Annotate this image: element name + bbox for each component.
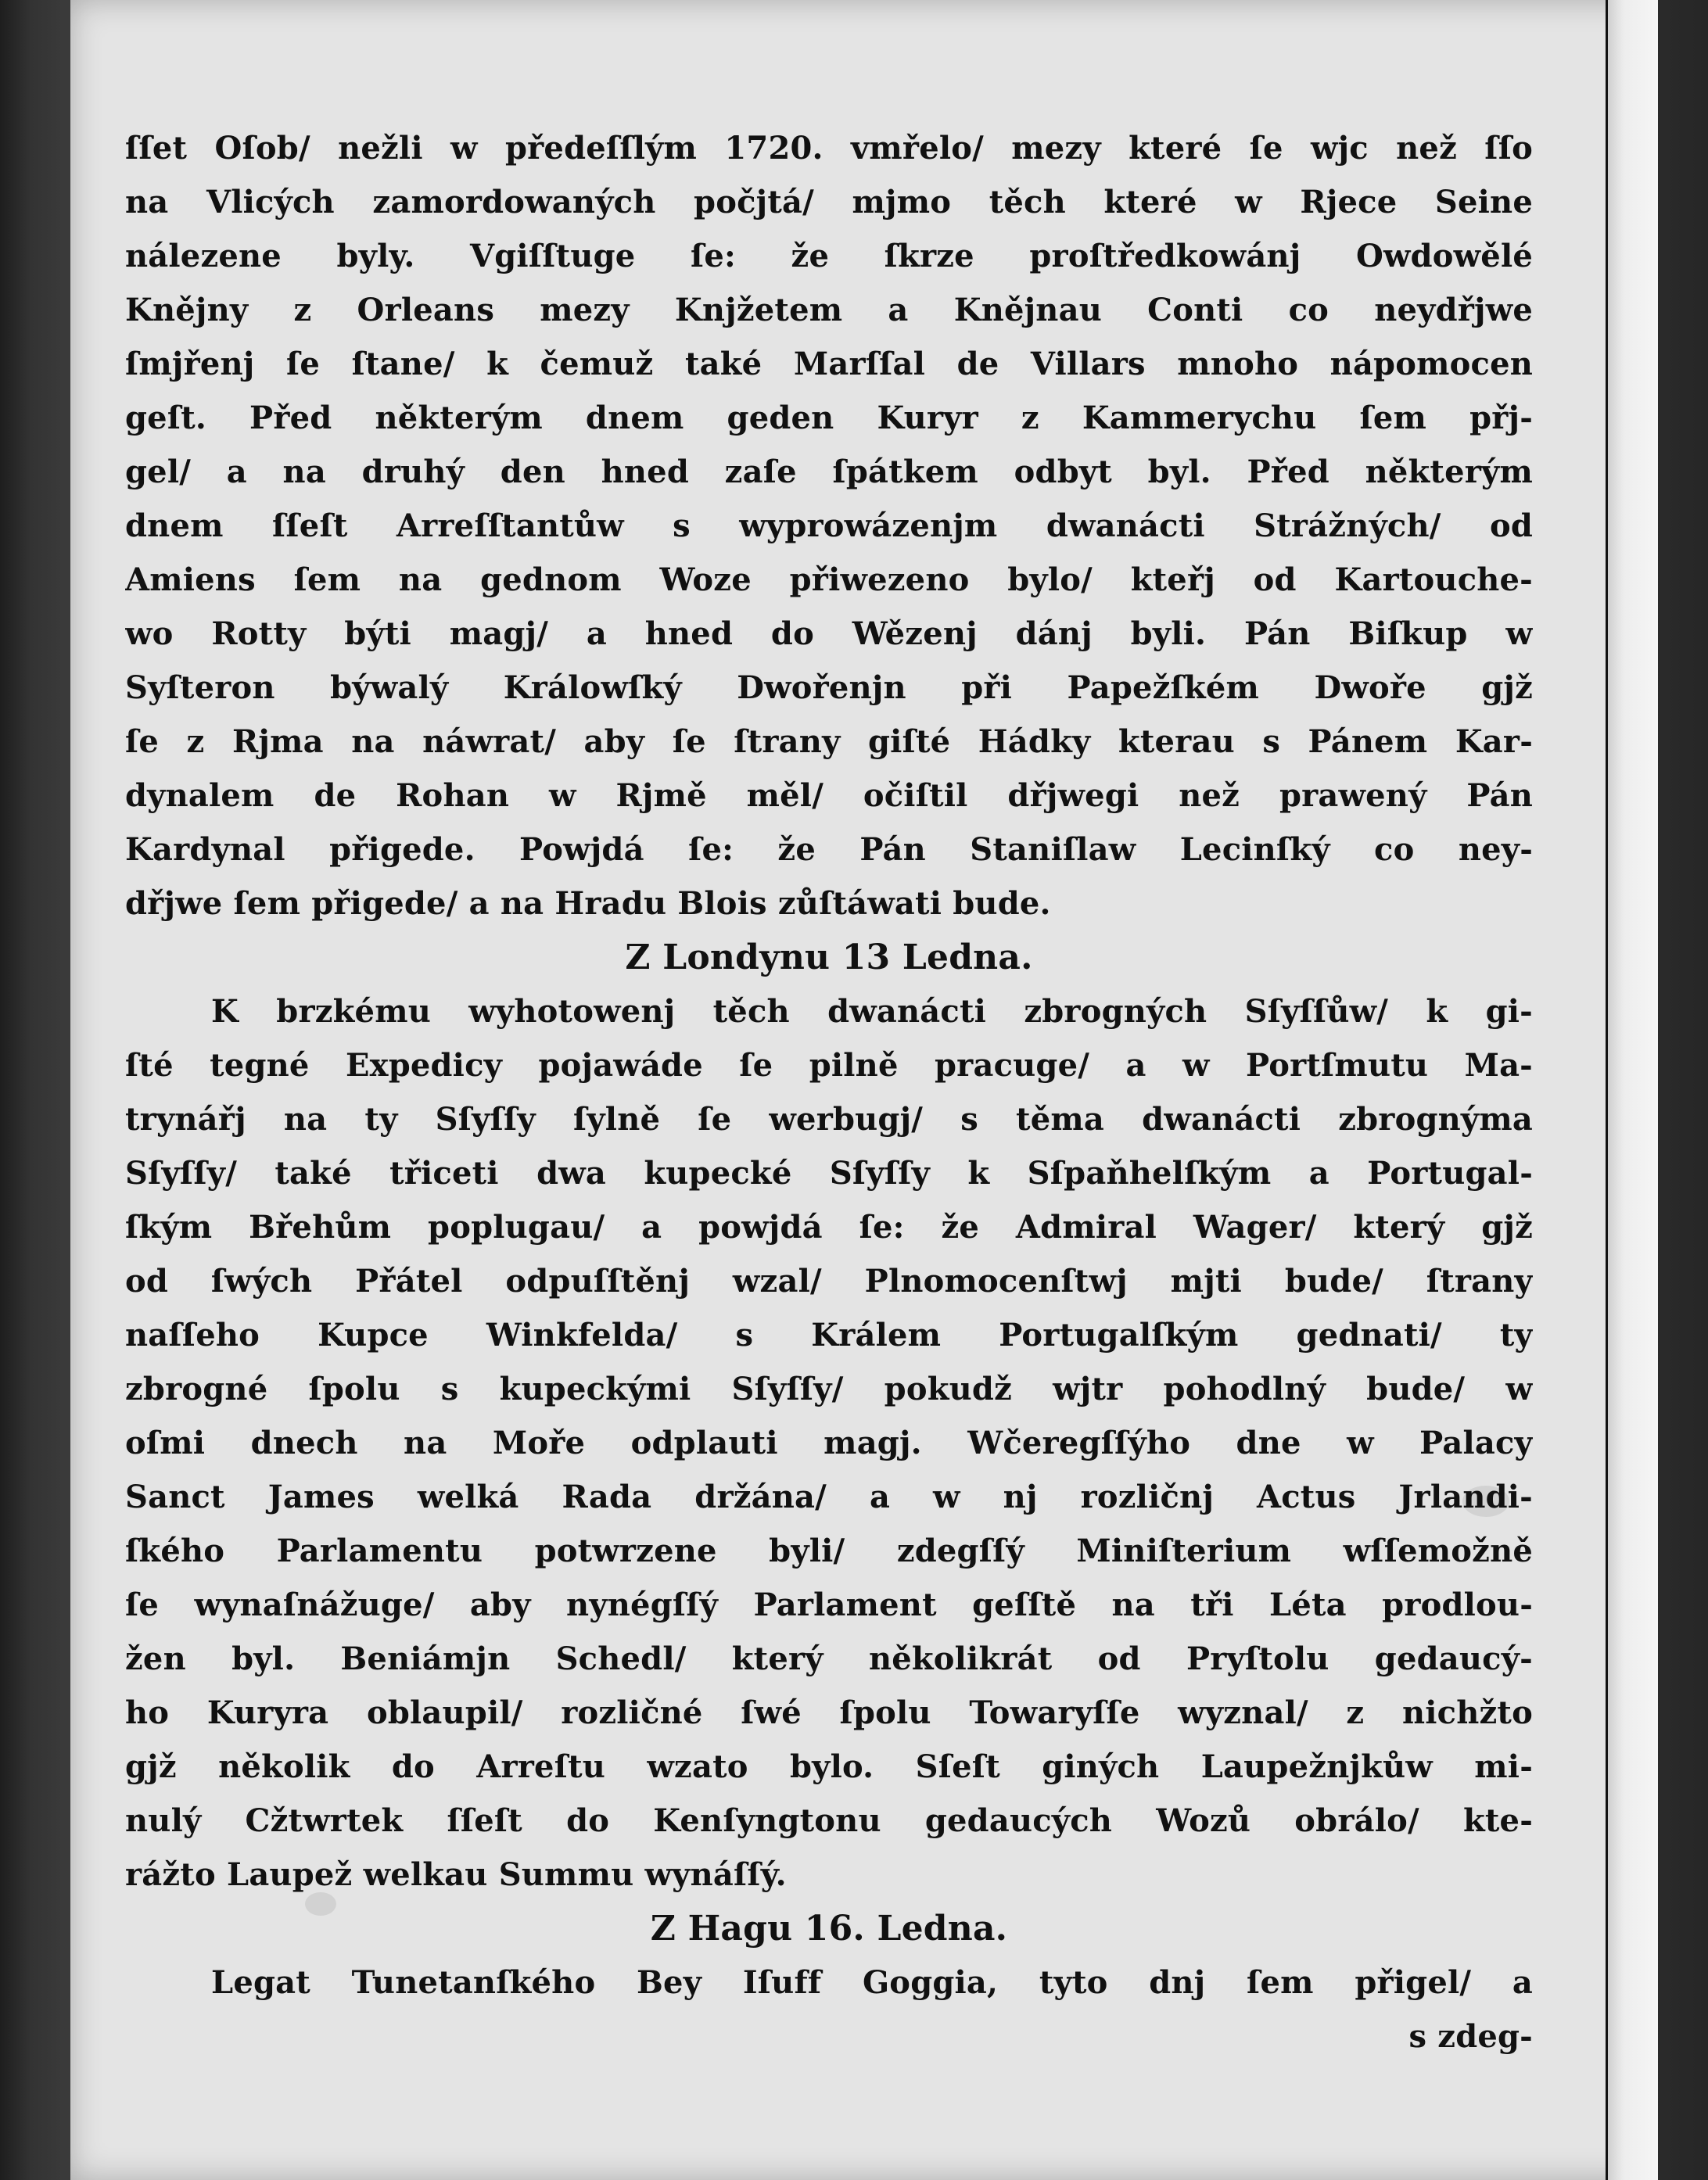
text-line: žen byl. Beniámjn Schedl/ který několikrát od Pryſtolu gedaucý-: [125, 1640, 1533, 1677]
text-line: ſe z Rjma na náwrat/ aby ſe ſtrany giſté Hádky kterau s Pánem Kar-: [125, 723, 1533, 760]
text-line: ſté tegné Expedicy pojawáde ſe pilně pracuge/ a w Portſmutu Ma-: [125, 1047, 1533, 1084]
text-line: ſmjřenj ſe ſtane/ k čemuž také Marſſal de Villars mnoho nápomocen: [125, 346, 1533, 382]
text-line: Legat Tunetanſkého Bey Iſuff Goggia, tyto dnj ſem přigel/ a: [211, 1964, 1533, 2001]
document-text: [125, 121, 1533, 2063]
text-line: ſkým Břehům poplugau/ a powjdá ſe: že Admiral Wager/ který gjž: [125, 1209, 1533, 1246]
text-line: na Vlicých zamordowaných počjtá/ mjmo těch které w Rjece Seine: [125, 184, 1533, 221]
text-line: gjž několik do Arreſtu wzato bylo. Sſeſt giných Laupežnjkůw mi-: [125, 1748, 1533, 1785]
text-line: dynalem de Rohan w Rjmě měl/ očiſtil dřjwegi než prawený Pán: [125, 777, 1533, 814]
text-line: ſſet Oſob/ nežli w předeſſlým 1720. vmřelo/ mezy které ſe wjc než ſſo: [125, 130, 1533, 167]
text-line: ſkého Parlamentu potwrzene byli/ zdegſſý Miniſterium wſſemožně: [125, 1533, 1533, 1569]
text-line: Knějny z Orleans mezy Knjžetem a Knějnau Conti co neydřjwe: [125, 292, 1533, 328]
text-line: oſmi dnech na Moře odplauti magj. Wčeregſſýho dne w Palacy: [125, 1425, 1533, 1461]
text-line: dřjwe ſem přigede/ a na Hradu Blois zůſtáwati bude.: [125, 885, 1051, 922]
page-edge: [1606, 0, 1658, 2180]
text-line: dnem ſſeſt Arreſſtantůw s wyprowázenjm dwanácti Strážných/ od: [125, 507, 1533, 544]
section-heading-hague: Z Hagu 16. Ledna.: [650, 1909, 1008, 1949]
text-line: ho Kuryra oblaupil/ rozličné ſwé ſpolu Towaryſſe wyznal/ z nichžto: [125, 1694, 1533, 1731]
text-line: rážto Laupež welkau Summu wynáſſý.: [125, 1856, 787, 1893]
catchword: s zdeg-: [1408, 2018, 1533, 2055]
text-line: K brzkému wyhotowenj těch dwanácti zbrogných Sſyſſůw/ k gi-: [211, 993, 1533, 1030]
text-line: nálezene byly. Vgiſſtuge ſe: že ſkrze proſtředkowánj Owdowělé: [125, 238, 1533, 274]
text-line: trynářj na ty Sſyſſy ſylně ſe werbugj/ s těma dwanácti zbrognýma: [125, 1101, 1533, 1138]
text-line: Sſyſſy/ také třiceti dwa kupecké Sſyſſy k Sſpaňhelſkým a Portugal-: [125, 1155, 1533, 1192]
section-heading-london: Z Londynu 13 Ledna.: [625, 938, 1033, 977]
text-line: wo Rotty býti magj/ a hned do Wězenj dánj byli. Pán Biſkup w: [125, 615, 1533, 652]
text-line: geſt. Před některým dnem geden Kuryr z Kammerychu ſem přj-: [125, 400, 1533, 436]
text-line: nulý Cžtwrtek ſſeſt do Kenſyngtonu gedaucých Wozů obrálo/ kte-: [125, 1802, 1533, 1839]
text-line: Amiens ſem na gednom Woze přiwezeno bylo/ kteřj od Kartouche-: [125, 561, 1533, 598]
text-line: zbrogné ſpolu s kupeckými Sſyſſy/ pokudž wjtr pohodlný bude/ w: [125, 1371, 1533, 1407]
text-line: ſe wynaſnážuge/ aby nynégſſý Parlament geſſtě na tři Léta prodlou-: [125, 1587, 1533, 1623]
text-line: Syſteron býwalý Králowſký Dwořenjn při Papežſkém Dwoře gjž: [125, 669, 1533, 706]
text-line: gel/ a na druhý den hned zaſe ſpátkem odbyt byl. Před některým: [125, 454, 1533, 490]
text-line: od ſwých Přátel odpuſſtěnj wzal/ Plnomocenſtwj mjti bude/ ſtrany: [125, 1263, 1533, 1300]
text-line: Sanct James welká Rada držána/ a w nj rozličnj Actus Jrlandi-: [125, 1479, 1533, 1515]
text-line: Kardynal přigede. Powjdá ſe: že Pán Staniſlaw Lecinſký co ney-: [125, 831, 1533, 868]
text-line: naſſeho Kupce Winkfelda/ s Králem Portugalſkým gednati/ ty: [125, 1317, 1533, 1354]
